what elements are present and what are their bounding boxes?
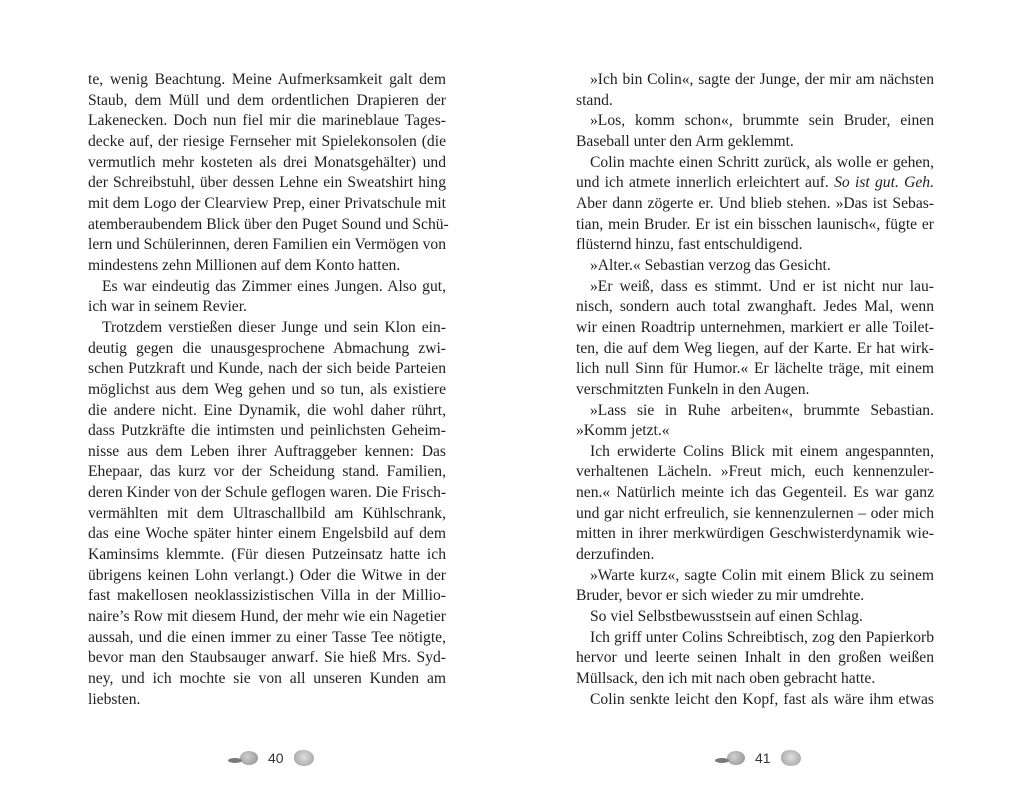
line-text: aussah, und die einen immer zu einer Tasse Tee nötigte, xyxy=(88,628,446,646)
right-page-text xyxy=(576,70,934,710)
text-line xyxy=(88,91,446,112)
text-line xyxy=(576,462,934,483)
text-line xyxy=(576,648,934,669)
line-text: Lakenecken. Doch nun fiel mir die marineblaue Tages- xyxy=(88,112,446,130)
line-text: te, wenig Beachtung. Meine Aufmerksamkeit galt dem xyxy=(88,71,446,88)
text-line xyxy=(88,380,446,401)
line-text: ich war in seinem Revier. xyxy=(88,298,247,316)
line-text: ney, und ich mochte sie von all unseren Kunden am xyxy=(88,670,446,688)
text-line xyxy=(576,318,934,339)
text-line xyxy=(576,91,934,112)
line-text: dass Putzkräfte die intimsten und peinlichsten Geheim- xyxy=(88,422,446,440)
text-line xyxy=(88,318,446,339)
text-line xyxy=(576,297,934,318)
page-number: 40 xyxy=(268,750,284,766)
line-text: vermutlich mehr kosteten als drei Monatsgehälter) und xyxy=(88,153,446,171)
line-text: mindestens zehn Millionen auf dem Konto hatten. xyxy=(88,256,401,274)
line-text: tian, mein Bruder. Er ist ein bisschen launisch«, fügte er xyxy=(576,215,934,233)
text-line xyxy=(88,297,446,318)
text-line xyxy=(576,483,934,504)
line-text: möglichst aus dem Weg gehen und so tun, als existiere xyxy=(88,380,446,398)
line-text: deutig gegen die unausgesprochene Abmachung zwi- xyxy=(88,339,446,357)
text-line xyxy=(576,586,934,607)
text-line xyxy=(576,566,934,587)
text-line xyxy=(576,401,934,422)
text-line xyxy=(88,194,446,215)
text-line xyxy=(88,359,446,380)
line-text: »Komm jetzt.« xyxy=(576,422,670,440)
text-line xyxy=(576,421,934,442)
text-line xyxy=(88,70,446,91)
line-text: und ich atmete innerlich erleichtert auf. xyxy=(576,174,835,192)
flower-ornament-icon xyxy=(294,750,314,766)
page-number: 41 xyxy=(755,750,771,766)
text-line xyxy=(88,566,446,587)
line-text: Colin machte einen Schritt zurück, als wolle er gehen, xyxy=(590,153,934,171)
line-text: Trotzdem verstießen dieser Junge und sein Klon ein- xyxy=(102,318,446,336)
text-line xyxy=(88,586,446,607)
line-text: derzufinden. xyxy=(576,546,655,564)
text-line xyxy=(88,421,446,442)
line-text: schen Putzkraft und Kunde, nach der sich beide Parteien xyxy=(88,360,446,378)
line-text: nisse aus dem Leben ihrer Auftraggeber kennen: Das xyxy=(88,442,446,460)
text-line xyxy=(576,628,934,649)
flower-ornament-icon xyxy=(781,750,801,766)
stone-ornament-icon xyxy=(715,751,745,765)
text-line xyxy=(576,442,934,463)
line-text: »Warte kurz«, sagte Colin mit einem Blick zu seinem xyxy=(590,566,934,584)
line-text: lern und Schülerinnen, deren Familien ein Vermögen von xyxy=(88,236,446,254)
line-text: übrigens keinen Lohn verlangt.) Oder die Witwe in der xyxy=(88,566,446,584)
text-line xyxy=(88,669,446,690)
line-text: nen.« Natürlich meinte ich das Gegenteil. Es war ganz xyxy=(576,484,934,502)
line-text: hervor und leerte seinen Inhalt in den großen weißen xyxy=(576,649,934,667)
text-line xyxy=(88,524,446,545)
text-line xyxy=(88,111,446,132)
line-text: lich null Sinn für Humor.« Er lächelte träge, mit einem xyxy=(576,360,934,378)
line-text: Baseball unter den Arm geklemmt. xyxy=(576,132,794,150)
text-line xyxy=(576,215,934,236)
text-line xyxy=(88,690,446,711)
text-line xyxy=(88,277,446,298)
text-line xyxy=(88,545,446,566)
line-text: Es war eindeutig das Zimmer eines Jungen. Also gut, xyxy=(102,277,446,295)
line-text: vermählten mit dem Ultraschallbild am Kühlschrank, xyxy=(88,504,446,522)
line-text: decke auf, der riesige Fernseher mit Spielekonsolen (die xyxy=(88,132,446,150)
line-text: nisch, sondern auch total zwanghaft. Jedes Mal, wenn xyxy=(576,298,934,316)
line-text: Ich griff unter Colins Schreibtisch, zog den Papierkorb xyxy=(590,628,934,646)
line-text: »Los, komm schon«, brummte sein Bruder, einen xyxy=(590,112,934,130)
text-line xyxy=(576,132,934,153)
text-line xyxy=(576,277,934,298)
text-line xyxy=(576,690,934,711)
line-text: naire’s Row mit diesem Hund, der mehr wie ein Nagetier xyxy=(88,608,446,626)
line-text: verschmitzten Funkeln in den Augen. xyxy=(576,380,810,398)
line-text: Aber dann zögerte er. Und blieb stehen. »Das ist Sebas- xyxy=(576,194,934,212)
line-text: »Er weiß, dass es stimmt. Und er ist nicht nur lau- xyxy=(590,277,934,295)
text-line xyxy=(576,256,934,277)
line-text: mitten in ihrer merkwürdigen Geschwisterdynamik wie- xyxy=(576,525,934,543)
line-text: deren Kinder von der Schule geflogen waren. Die Frisch- xyxy=(88,484,447,502)
text-line xyxy=(576,194,934,215)
text-line xyxy=(576,380,934,401)
text-line xyxy=(88,442,446,463)
text-line xyxy=(88,607,446,628)
line-text: Ich erwiderte Colins Blick mit einem angespannten, xyxy=(590,442,934,460)
italic-text: So ist gut. Geh. xyxy=(834,174,934,192)
text-line xyxy=(88,339,446,360)
line-text: bevor man den Staubsauger anwarf. Sie hieß Mrs. Syd- xyxy=(88,649,446,667)
line-text: »Ich bin Colin«, sagte der Junge, der mir am nächsten xyxy=(590,71,934,88)
text-line xyxy=(576,669,934,690)
text-line xyxy=(88,215,449,236)
line-text: Bruder, bevor er sich wieder zu mir umdrehte. xyxy=(576,587,865,605)
text-line xyxy=(576,153,934,174)
stone-ornament-icon xyxy=(228,751,258,765)
text-line xyxy=(576,524,934,545)
line-text: atemberaubendem Blick über den Puget Sound und Schü- xyxy=(88,215,449,233)
text-line xyxy=(88,401,446,422)
line-text: liebsten. xyxy=(88,690,141,708)
text-line xyxy=(576,235,934,256)
line-text: fast makellosen neoklassizistischen Villa in der Millio- xyxy=(88,587,446,605)
text-line xyxy=(88,153,446,174)
text-line xyxy=(576,173,934,194)
left-page-footer xyxy=(228,750,314,766)
text-line xyxy=(576,504,934,525)
line-text: Müllsack, den ich mit nach oben gebracht hatte. xyxy=(576,670,876,688)
text-line xyxy=(88,648,446,669)
text-line xyxy=(88,256,446,277)
line-text: »Lass sie in Ruhe arbeiten«, brummte Sebastian. xyxy=(590,401,934,419)
text-line xyxy=(576,607,934,628)
text-line xyxy=(88,628,446,649)
line-text: wir einen Roadtrip unternehmen, markiert er alle Toilet- xyxy=(576,318,934,336)
text-line xyxy=(576,545,934,566)
text-line xyxy=(576,339,934,360)
text-line xyxy=(88,504,446,525)
text-line xyxy=(88,483,446,504)
line-text: verhaltenen Lächeln. »Freut mich, euch kennenzuler- xyxy=(576,463,934,481)
line-text: das eine Woche später hinter einem Engelsbild auf dem xyxy=(88,525,446,543)
text-line xyxy=(576,70,934,91)
text-line xyxy=(576,359,934,380)
line-text: die andere nicht. Eine Dynamik, die wohl daher rührt, xyxy=(88,401,446,419)
line-text: Staub, dem Müll und dem ordentlichen Drapieren der xyxy=(88,91,446,109)
line-text: und gar nicht erfreulich, sie kennenzulernen – oder mich xyxy=(576,504,934,522)
line-text: Kaminsims klemmte. (Für diesen Putzeinsatz hatte ich xyxy=(88,546,446,564)
line-text: So viel Selbstbewusstsein auf einen Schlag. xyxy=(590,608,863,626)
line-text: Colin senkte leicht den Kopf, fast als wäre ihm etwas xyxy=(590,690,934,708)
text-line xyxy=(88,132,446,153)
line-text: ten, die auf dem Weg liegen, auf der Karte. Er hat wirk- xyxy=(576,339,934,357)
text-line xyxy=(88,462,446,483)
left-page-text xyxy=(88,70,449,710)
text-line xyxy=(88,235,446,256)
line-text: »Alter.« Sebastian verzog das Gesicht. xyxy=(590,256,831,274)
right-page-footer xyxy=(715,750,801,766)
text-line xyxy=(576,111,934,132)
text-line xyxy=(88,173,446,194)
line-text: flüsternd hinzu, fast entschuldigend. xyxy=(576,236,803,254)
line-text: mit dem Logo der Clearview Prep, einer Privatschule mit xyxy=(88,194,446,212)
line-text: Ehepaar, das kurz vor der Scheidung stand. Familien, xyxy=(88,463,446,481)
line-text: der Schreibstuhl, über dessen Lehne ein Sweatshirt hing xyxy=(88,174,446,192)
line-text: stand. xyxy=(576,91,613,109)
